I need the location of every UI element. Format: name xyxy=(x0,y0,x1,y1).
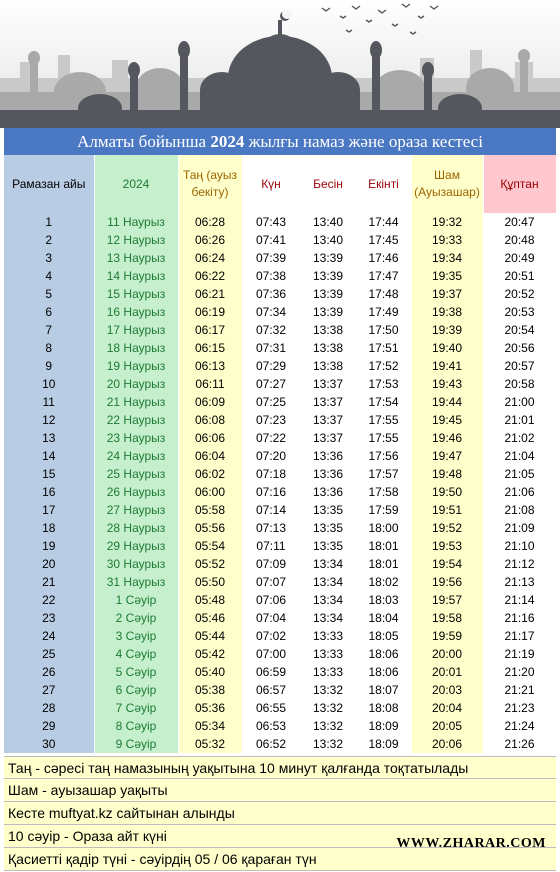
cell-kun: 07:31 xyxy=(242,339,300,357)
cell-ramazan-day: 9 xyxy=(4,357,94,375)
cell-date: 28 Наурыз xyxy=(94,519,178,537)
cell-ekinti: 18:00 xyxy=(356,519,411,537)
header-ramazan: Рамазан айы xyxy=(4,155,94,213)
table-row xyxy=(4,339,556,357)
cell-ekinti: 17:45 xyxy=(356,231,411,249)
cell-kun: 07:25 xyxy=(242,393,300,411)
table-row xyxy=(4,321,556,339)
cell-kuptan: 21:04 xyxy=(483,447,556,465)
cell-kun: 07:04 xyxy=(242,609,300,627)
cell-sham: 19:43 xyxy=(411,375,483,393)
cell-ramazan-day: 2 xyxy=(4,231,94,249)
cell-kun: 07:23 xyxy=(242,411,300,429)
note-kadir: Қасиетті қадір түні - сәуірдің 05 / 06 қараған түн xyxy=(4,848,556,871)
header-kuptan: Құптан xyxy=(483,155,556,213)
cell-kuptan: 20:47 xyxy=(483,213,556,231)
notes-list xyxy=(4,756,556,871)
cell-date: 3 Сәуір xyxy=(94,627,178,645)
cell-tan: 05:34 xyxy=(178,717,242,735)
cell-date: 21 Наурыз xyxy=(94,393,178,411)
cell-tan: 05:56 xyxy=(178,519,242,537)
cell-tan: 06:11 xyxy=(178,375,242,393)
cell-kuptan: 21:20 xyxy=(483,663,556,681)
cell-tan: 05:52 xyxy=(178,555,242,573)
cell-ramazan-day: 11 xyxy=(4,393,94,411)
cell-kun: 07:39 xyxy=(242,249,300,267)
table-row xyxy=(4,717,556,735)
cell-kuptan: 20:49 xyxy=(483,249,556,267)
cell-ekinti: 17:44 xyxy=(356,213,411,231)
title-suffix: жылғы намаз және ораза кестесі xyxy=(244,132,483,151)
cell-sham: 19:38 xyxy=(411,303,483,321)
cell-tan: 06:08 xyxy=(178,411,242,429)
cell-sham: 19:39 xyxy=(411,321,483,339)
cell-sham: 19:59 xyxy=(411,627,483,645)
cell-date: 31 Наурыз xyxy=(94,573,178,591)
table-row xyxy=(4,357,556,375)
cell-besin: 13:35 xyxy=(300,519,356,537)
cell-tan: 05:44 xyxy=(178,627,242,645)
cell-sham: 19:45 xyxy=(411,411,483,429)
cell-tan: 06:24 xyxy=(178,249,242,267)
cell-kun: 06:52 xyxy=(242,735,300,753)
cell-sham: 19:50 xyxy=(411,483,483,501)
cell-date: 30 Наурыз xyxy=(94,555,178,573)
cell-ramazan-day: 24 xyxy=(4,627,94,645)
cell-tan: 06:26 xyxy=(178,231,242,249)
table-row xyxy=(4,447,556,465)
cell-kun: 06:53 xyxy=(242,717,300,735)
table-row xyxy=(4,555,556,573)
table-row xyxy=(4,303,556,321)
cell-kuptan: 20:58 xyxy=(483,375,556,393)
cell-tan: 06:15 xyxy=(178,339,242,357)
cell-sham: 19:54 xyxy=(411,555,483,573)
cell-ramazan-day: 27 xyxy=(4,681,94,699)
cell-ekinti: 17:51 xyxy=(356,339,411,357)
cell-kun: 06:57 xyxy=(242,681,300,699)
schedule-body xyxy=(4,213,556,753)
cell-ekinti: 17:47 xyxy=(356,267,411,285)
cell-tan: 05:32 xyxy=(178,735,242,753)
cell-tan: 05:48 xyxy=(178,591,242,609)
cell-tan: 06:21 xyxy=(178,285,242,303)
cell-date: 25 Наурыз xyxy=(94,465,178,483)
cell-ekinti: 17:54 xyxy=(356,393,411,411)
note-tan: Таң - сәресі таң намазының уақытына 10 минут қалғанда тоқтатылады xyxy=(4,756,556,779)
cell-sham: 20:04 xyxy=(411,699,483,717)
cell-tan: 05:42 xyxy=(178,645,242,663)
cell-tan: 05:36 xyxy=(178,699,242,717)
cell-besin: 13:37 xyxy=(300,393,356,411)
cell-kun: 07:22 xyxy=(242,429,300,447)
cell-kuptan: 21:17 xyxy=(483,627,556,645)
cell-ekinti: 18:06 xyxy=(356,645,411,663)
cell-date: 13 Наурыз xyxy=(94,249,178,267)
cell-sham: 19:58 xyxy=(411,609,483,627)
cell-ramazan-day: 26 xyxy=(4,663,94,681)
cell-tan: 06:13 xyxy=(178,357,242,375)
cell-besin: 13:35 xyxy=(300,501,356,519)
cell-ekinti: 17:53 xyxy=(356,375,411,393)
table-row xyxy=(4,411,556,429)
cell-besin: 13:37 xyxy=(300,429,356,447)
cell-kuptan: 21:21 xyxy=(483,681,556,699)
header-sham: Шам (Ауызашар) xyxy=(411,155,483,213)
cell-date: 29 Наурыз xyxy=(94,537,178,555)
cell-sham: 19:56 xyxy=(411,573,483,591)
table-row xyxy=(4,465,556,483)
title-year: 2024 xyxy=(210,132,245,151)
cell-kun: 07:02 xyxy=(242,627,300,645)
cell-ramazan-day: 6 xyxy=(4,303,94,321)
table-row xyxy=(4,375,556,393)
cell-ekinti: 17:48 xyxy=(356,285,411,303)
cell-ekinti: 18:06 xyxy=(356,663,411,681)
cell-kun: 07:32 xyxy=(242,321,300,339)
cell-kuptan: 21:08 xyxy=(483,501,556,519)
cell-sham: 20:00 xyxy=(411,645,483,663)
cell-besin: 13:34 xyxy=(300,573,356,591)
cell-kuptan: 20:52 xyxy=(483,285,556,303)
cell-ekinti: 18:08 xyxy=(356,699,411,717)
cell-ekinti: 17:55 xyxy=(356,411,411,429)
cell-kun: 07:29 xyxy=(242,357,300,375)
cell-date: 20 Наурыз xyxy=(94,375,178,393)
table-row xyxy=(4,609,556,627)
cell-kuptan: 21:09 xyxy=(483,519,556,537)
cell-besin: 13:39 xyxy=(300,267,356,285)
cell-besin: 13:39 xyxy=(300,303,356,321)
cell-tan: 05:38 xyxy=(178,681,242,699)
cell-kuptan: 20:57 xyxy=(483,357,556,375)
cell-ramazan-day: 13 xyxy=(4,429,94,447)
cell-date: 1 Сәуір xyxy=(94,591,178,609)
cell-kun: 07:16 xyxy=(242,483,300,501)
cell-ekinti: 17:56 xyxy=(356,447,411,465)
cell-sham: 19:32 xyxy=(411,213,483,231)
cell-date: 23 Наурыз xyxy=(94,429,178,447)
cell-besin: 13:36 xyxy=(300,447,356,465)
cell-date: 26 Наурыз xyxy=(94,483,178,501)
cell-kuptan: 21:14 xyxy=(483,591,556,609)
cell-ekinti: 18:02 xyxy=(356,573,411,591)
cell-besin: 13:37 xyxy=(300,411,356,429)
cell-sham: 19:52 xyxy=(411,519,483,537)
mosque-silhouette-icon xyxy=(0,0,560,128)
cell-ramazan-day: 28 xyxy=(4,699,94,717)
note-ait: 10 сәуір - Ораза айт күні xyxy=(4,825,556,848)
note-sham: Шам - ауызашар уақыты xyxy=(4,779,556,802)
cell-ramazan-day: 7 xyxy=(4,321,94,339)
cell-ekinti: 17:46 xyxy=(356,249,411,267)
cell-kun: 07:27 xyxy=(242,375,300,393)
cell-ramazan-day: 4 xyxy=(4,267,94,285)
cell-tan: 06:04 xyxy=(178,447,242,465)
cell-kuptan: 20:48 xyxy=(483,231,556,249)
table-row xyxy=(4,591,556,609)
cell-ekinti: 18:01 xyxy=(356,537,411,555)
cell-date: 7 Сәуір xyxy=(94,699,178,717)
cell-kuptan: 21:02 xyxy=(483,429,556,447)
cell-kun: 07:34 xyxy=(242,303,300,321)
cell-kuptan: 21:12 xyxy=(483,555,556,573)
cell-date: 15 Наурыз xyxy=(94,285,178,303)
cell-besin: 13:38 xyxy=(300,321,356,339)
cell-besin: 13:32 xyxy=(300,717,356,735)
cell-kuptan: 21:19 xyxy=(483,645,556,663)
cell-kuptan: 20:54 xyxy=(483,321,556,339)
cell-ramazan-day: 3 xyxy=(4,249,94,267)
table-row xyxy=(4,285,556,303)
cell-date: 5 Сәуір xyxy=(94,663,178,681)
cell-kun: 06:55 xyxy=(242,699,300,717)
cell-kuptan: 21:26 xyxy=(483,735,556,753)
cell-ekinti: 17:55 xyxy=(356,429,411,447)
cell-besin: 13:33 xyxy=(300,645,356,663)
cell-sham: 19:57 xyxy=(411,591,483,609)
mosque-banner xyxy=(0,0,560,128)
table-row xyxy=(4,519,556,537)
table-row xyxy=(4,429,556,447)
header-tan: Таң (ауыз бекіту) xyxy=(178,155,242,213)
cell-ramazan-day: 17 xyxy=(4,501,94,519)
cell-tan: 06:22 xyxy=(178,267,242,285)
table-row xyxy=(4,663,556,681)
cell-kuptan: 20:56 xyxy=(483,339,556,357)
cell-kuptan: 21:05 xyxy=(483,465,556,483)
cell-kuptan: 20:51 xyxy=(483,267,556,285)
table-row xyxy=(4,537,556,555)
cell-sham: 19:40 xyxy=(411,339,483,357)
cell-besin: 13:39 xyxy=(300,249,356,267)
cell-date: 4 Сәуір xyxy=(94,645,178,663)
header-date: 2024 xyxy=(94,155,178,213)
cell-ramazan-day: 21 xyxy=(4,573,94,591)
cell-kun: 07:00 xyxy=(242,645,300,663)
cell-ekinti: 18:05 xyxy=(356,627,411,645)
cell-ramazan-day: 19 xyxy=(4,537,94,555)
cell-sham: 19:37 xyxy=(411,285,483,303)
cell-sham: 20:03 xyxy=(411,681,483,699)
cell-besin: 13:35 xyxy=(300,537,356,555)
cell-besin: 13:39 xyxy=(300,285,356,303)
header-kun: Күн xyxy=(242,155,300,213)
cell-sham: 19:48 xyxy=(411,465,483,483)
cell-sham: 19:41 xyxy=(411,357,483,375)
header-besin: Бесін xyxy=(300,155,356,213)
cell-date: 19 Наурыз xyxy=(94,357,178,375)
cell-sham: 19:47 xyxy=(411,447,483,465)
cell-date: 11 Наурыз xyxy=(94,213,178,231)
cell-date: 9 Сәуір xyxy=(94,735,178,753)
cell-sham: 20:01 xyxy=(411,663,483,681)
cell-besin: 13:32 xyxy=(300,735,356,753)
cell-besin: 13:32 xyxy=(300,699,356,717)
table-row xyxy=(4,573,556,591)
cell-besin: 13:33 xyxy=(300,663,356,681)
table-row xyxy=(4,645,556,663)
cell-ramazan-day: 10 xyxy=(4,375,94,393)
cell-ramazan-day: 25 xyxy=(4,645,94,663)
cell-ramazan-day: 18 xyxy=(4,519,94,537)
cell-kun: 07:14 xyxy=(242,501,300,519)
cell-ekinti: 17:50 xyxy=(356,321,411,339)
cell-kun: 07:41 xyxy=(242,231,300,249)
cell-ramazan-day: 20 xyxy=(4,555,94,573)
cell-date: 24 Наурыз xyxy=(94,447,178,465)
schedule-table xyxy=(4,155,557,753)
cell-kuptan: 21:01 xyxy=(483,411,556,429)
cell-sham: 19:44 xyxy=(411,393,483,411)
cell-besin: 13:34 xyxy=(300,555,356,573)
cell-tan: 05:40 xyxy=(178,663,242,681)
cell-besin: 13:36 xyxy=(300,483,356,501)
cell-besin: 13:37 xyxy=(300,375,356,393)
cell-tan: 05:50 xyxy=(178,573,242,591)
table-row xyxy=(4,393,556,411)
cell-kun: 07:20 xyxy=(242,447,300,465)
table-row xyxy=(4,213,556,231)
cell-kun: 07:18 xyxy=(242,465,300,483)
table-row xyxy=(4,483,556,501)
table-row xyxy=(4,249,556,267)
cell-kuptan: 21:06 xyxy=(483,483,556,501)
cell-kun: 07:36 xyxy=(242,285,300,303)
cell-kuptan: 21:10 xyxy=(483,537,556,555)
cell-date: 17 Наурыз xyxy=(94,321,178,339)
cell-kun: 06:59 xyxy=(242,663,300,681)
cell-ramazan-day: 30 xyxy=(4,735,94,753)
table-row xyxy=(4,681,556,699)
cell-kuptan: 20:53 xyxy=(483,303,556,321)
cell-besin: 13:34 xyxy=(300,609,356,627)
cell-kuptan: 21:00 xyxy=(483,393,556,411)
cell-ramazan-day: 29 xyxy=(4,717,94,735)
cell-sham: 20:05 xyxy=(411,717,483,735)
cell-date: 8 Сәуір xyxy=(94,717,178,735)
cell-tan: 06:17 xyxy=(178,321,242,339)
cell-sham: 19:33 xyxy=(411,231,483,249)
cell-ramazan-day: 5 xyxy=(4,285,94,303)
cell-ekinti: 18:07 xyxy=(356,681,411,699)
cell-ramazan-day: 15 xyxy=(4,465,94,483)
cell-ekinti: 17:57 xyxy=(356,465,411,483)
cell-kuptan: 21:23 xyxy=(483,699,556,717)
cell-kun: 07:11 xyxy=(242,537,300,555)
cell-besin: 13:38 xyxy=(300,357,356,375)
cell-ramazan-day: 1 xyxy=(4,213,94,231)
cell-ekinti: 17:58 xyxy=(356,483,411,501)
cell-kun: 07:06 xyxy=(242,591,300,609)
cell-besin: 13:40 xyxy=(300,213,356,231)
cell-kun: 07:13 xyxy=(242,519,300,537)
cell-kun: 07:43 xyxy=(242,213,300,231)
table-row xyxy=(4,627,556,645)
cell-tan: 06:00 xyxy=(178,483,242,501)
cell-kun: 07:38 xyxy=(242,267,300,285)
cell-besin: 13:32 xyxy=(300,681,356,699)
table-row xyxy=(4,231,556,249)
cell-kun: 07:09 xyxy=(242,555,300,573)
cell-date: 6 Сәуір xyxy=(94,681,178,699)
cell-kuptan: 21:13 xyxy=(483,573,556,591)
cell-kun: 07:07 xyxy=(242,573,300,591)
cell-besin: 13:34 xyxy=(300,591,356,609)
cell-ekinti: 18:04 xyxy=(356,609,411,627)
watermark: WWW.ZHARAR.COM xyxy=(396,836,546,851)
cell-date: 18 Наурыз xyxy=(94,339,178,357)
table-row xyxy=(4,267,556,285)
cell-tan: 05:54 xyxy=(178,537,242,555)
cell-ramazan-day: 23 xyxy=(4,609,94,627)
note-source: Кесте muftyat.kz сайтынан алынды xyxy=(4,802,556,825)
cell-date: 22 Наурыз xyxy=(94,411,178,429)
cell-tan: 06:19 xyxy=(178,303,242,321)
cell-date: 12 Наурыз xyxy=(94,231,178,249)
cell-date: 27 Наурыз xyxy=(94,501,178,519)
cell-sham: 19:34 xyxy=(411,249,483,267)
cell-tan: 06:09 xyxy=(178,393,242,411)
cell-ekinti: 18:03 xyxy=(356,591,411,609)
table-row xyxy=(4,699,556,717)
cell-ekinti: 18:01 xyxy=(356,555,411,573)
cell-sham: 19:53 xyxy=(411,537,483,555)
cell-ekinti: 17:49 xyxy=(356,303,411,321)
table-row xyxy=(4,501,556,519)
cell-besin: 13:38 xyxy=(300,339,356,357)
cell-date: 16 Наурыз xyxy=(94,303,178,321)
cell-kuptan: 21:16 xyxy=(483,609,556,627)
cell-date: 14 Наурыз xyxy=(94,267,178,285)
cell-ekinti: 18:09 xyxy=(356,735,411,753)
cell-sham: 20:06 xyxy=(411,735,483,753)
header-ekinti: Екінті xyxy=(356,155,411,213)
cell-besin: 13:33 xyxy=(300,627,356,645)
cell-besin: 13:36 xyxy=(300,465,356,483)
cell-ramazan-day: 16 xyxy=(4,483,94,501)
table-row xyxy=(4,735,556,753)
cell-ramazan-day: 14 xyxy=(4,447,94,465)
cell-sham: 19:51 xyxy=(411,501,483,519)
cell-ramazan-day: 8 xyxy=(4,339,94,357)
cell-sham: 19:35 xyxy=(411,267,483,285)
cell-ekinti: 17:59 xyxy=(356,501,411,519)
cell-ramazan-day: 22 xyxy=(4,591,94,609)
cell-besin: 13:40 xyxy=(300,231,356,249)
cell-tan: 05:58 xyxy=(178,501,242,519)
cell-tan: 06:06 xyxy=(178,429,242,447)
cell-date: 2 Сәуір xyxy=(94,609,178,627)
cell-sham: 19:46 xyxy=(411,429,483,447)
cell-ramazan-day: 12 xyxy=(4,411,94,429)
header-row xyxy=(4,155,556,213)
cell-kuptan: 21:24 xyxy=(483,717,556,735)
page-title xyxy=(4,128,556,155)
cell-ekinti: 17:52 xyxy=(356,357,411,375)
cell-tan: 06:28 xyxy=(178,213,242,231)
cell-ekinti: 18:09 xyxy=(356,717,411,735)
title-prefix: Алматы бойынша xyxy=(77,132,211,151)
cell-tan: 06:02 xyxy=(178,465,242,483)
cell-tan: 05:46 xyxy=(178,609,242,627)
